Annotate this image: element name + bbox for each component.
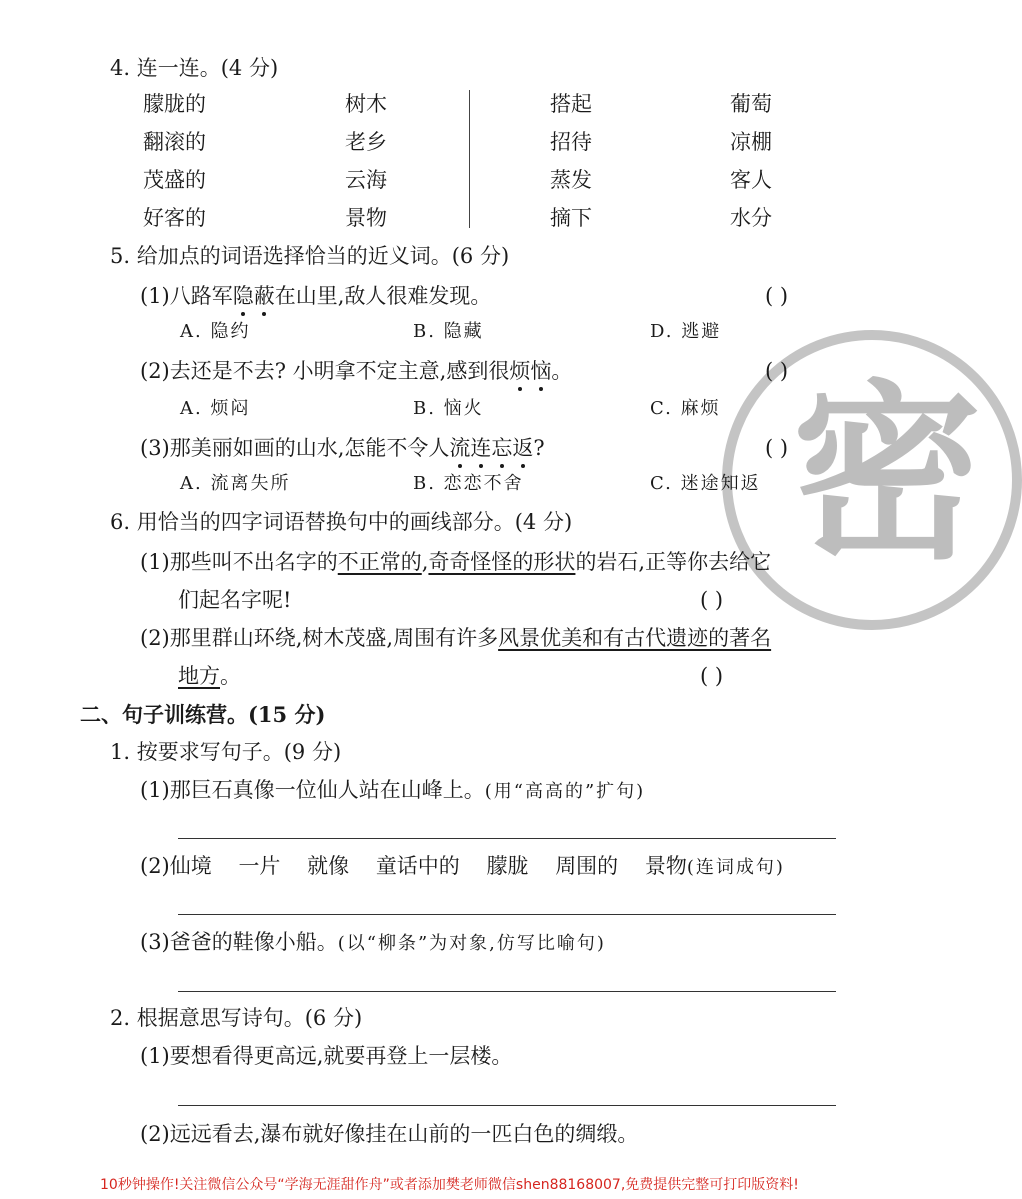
sentence-text: ? (533, 436, 545, 460)
footer-promo-text: 10秒钟操作!关注微信公众号“学海无涯甜作舟”或者添加樊老师微信shen88168007,免费提供完整可打印版资料! (100, 1177, 799, 1193)
answer-paren[interactable]: ( ) (765, 436, 789, 460)
q4-right-col2-item: 客人 (730, 168, 772, 192)
s2-q1-item-3 (140, 932, 606, 953)
answer-paren[interactable]: ( ) (765, 359, 789, 383)
emphasis-char: 流 (449, 436, 471, 460)
word-tile: (2)仙境 (140, 854, 212, 878)
q4-left-col2-item: 景物 (345, 206, 387, 230)
q6-title: 6. 用恰当的四字词语替换句中的画线部分。(4 分) (110, 510, 573, 534)
sentence-text: (1)八路军 (140, 284, 233, 308)
q4-right-col1-item: 摘下 (550, 206, 592, 230)
stamp-character: 密 (792, 364, 983, 585)
option[interactable]: A. 烦闷 (180, 398, 251, 419)
sentence-text: 。 (220, 664, 241, 688)
q5-item-1-sentence (140, 286, 491, 307)
q6-item-1-continued: 们起名字呢! (178, 588, 292, 612)
sentence-text: 在山里,敌人很难发现。 (274, 284, 492, 308)
option[interactable]: A. 隐约 (180, 321, 251, 342)
option[interactable]: B. 隐藏 (413, 321, 484, 342)
sentence-text: (1)那巨石真像一位仙人站在山峰上。 (140, 778, 485, 802)
q4-left-col1-item: 朦胧的 (143, 92, 206, 116)
word-tile: 朦胧 (486, 854, 529, 878)
q4-right-col2-item: 凉棚 (730, 130, 772, 154)
option[interactable]: C. 麻烦 (650, 398, 721, 419)
underlined-phrase: 地方 (178, 664, 220, 688)
answer-line[interactable] (178, 991, 836, 992)
option[interactable]: B. 恋恋不舍 (413, 473, 524, 494)
sentence-text: 。 (551, 359, 573, 383)
q4-right-col1-item: 蒸发 (550, 168, 592, 192)
q4-right-col1-item: 招待 (550, 130, 592, 154)
emphasis-char: 烦 (509, 359, 531, 383)
emphasis-char: 隐 (232, 284, 254, 308)
s2-q1-title: 1. 按要求写句子。(9 分) (110, 740, 342, 764)
instruction-note: (用“高高的”扩句) (484, 781, 646, 802)
option[interactable]: C. 迷途知返 (650, 473, 761, 494)
instruction-note: (连词成句) (686, 857, 785, 878)
q6-item-2-sentence (140, 628, 771, 649)
emphasis-char: 忘 (491, 436, 513, 460)
q5-item-3-sentence (140, 438, 545, 459)
q4-right-col1-item: 搭起 (550, 92, 592, 116)
answer-line[interactable] (178, 1105, 836, 1106)
sentence-text: (2)那里群山环绕,树木茂盛,周围有许多 (140, 626, 499, 650)
q6-item-1-sentence (140, 552, 771, 573)
underlined-phrase: 不正常的 (337, 550, 422, 574)
word-tile: 就像 (307, 854, 350, 878)
q4-left-col2-item: 老乡 (345, 130, 387, 154)
q4-left-col1-item: 翻滚的 (143, 130, 206, 154)
s2-q2-item-1: (1)要想看得更高远,就要再登上一层楼。 (140, 1044, 513, 1068)
sentence-text: 的岩石,正等你去给它 (575, 550, 772, 574)
answer-line[interactable] (178, 838, 836, 839)
option[interactable]: A. 流离失所 (180, 473, 291, 494)
q4-left-col2-item: 云海 (345, 168, 387, 192)
s2-q1-item-2 (140, 856, 785, 877)
emphasis-char: 连 (470, 436, 492, 460)
word-tile: 周围的 (555, 854, 619, 878)
sentence-text: (3)那美丽如画的山水,怎能不令人 (140, 436, 450, 460)
sentence-text: (1)那些叫不出名字的 (140, 550, 338, 574)
q4-right-col2-item: 水分 (730, 206, 772, 230)
q4-title: 4. 连一连。(4 分) (110, 56, 279, 80)
word-tile: 童话中的 (375, 854, 460, 878)
underlined-phrase: 奇奇怪怪的形状 (428, 550, 576, 574)
q4-left-col1-item: 茂盛的 (143, 168, 206, 192)
q4-divider (469, 90, 470, 228)
s2-q1-item-1 (140, 780, 645, 801)
instruction-note: (以“柳条”为对象,仿写比喻句) (337, 933, 606, 954)
s2-q2-title: 2. 根据意思写诗句。(6 分) (110, 1006, 363, 1030)
answer-line[interactable] (178, 914, 836, 915)
q5-item-2-sentence (140, 361, 572, 382)
sentence-text: (2)去还是不去? 小明拿不定主意,感到很 (140, 359, 510, 383)
s2-q2-item-2: (2)远远看去,瀑布就好像挂在山前的一匹白色的绸缎。 (140, 1122, 639, 1146)
word-tile: 景物 (644, 854, 687, 878)
sentence-text: , (421, 550, 429, 574)
section-heading: 二、句子训练营。(15 分) (80, 702, 326, 727)
underlined-phrase: 风景优美和有古代遗迹的著名 (498, 626, 772, 650)
emphasis-char: 恼 (530, 359, 552, 383)
option[interactable]: D. 逃避 (650, 321, 722, 342)
option[interactable]: B. 恼火 (413, 398, 484, 419)
answer-paren[interactable]: ( ) (765, 284, 789, 308)
emphasis-char: 蔽 (253, 284, 275, 308)
sentence-text: (3)爸爸的鞋像小船。 (140, 930, 338, 954)
word-tile: 一片 (238, 854, 281, 878)
q4-right-col2-item: 葡萄 (730, 92, 772, 116)
answer-paren[interactable]: ( ) (700, 588, 724, 612)
q4-left-col1-item: 好客的 (143, 206, 206, 230)
emphasis-char: 返 (512, 436, 534, 460)
q5-title: 5. 给加点的词语选择恰当的近义词。(6 分) (110, 244, 510, 268)
answer-paren[interactable]: ( ) (700, 664, 724, 688)
q4-left-col2-item: 树木 (345, 92, 387, 116)
q6-item-2-continued (178, 666, 241, 687)
